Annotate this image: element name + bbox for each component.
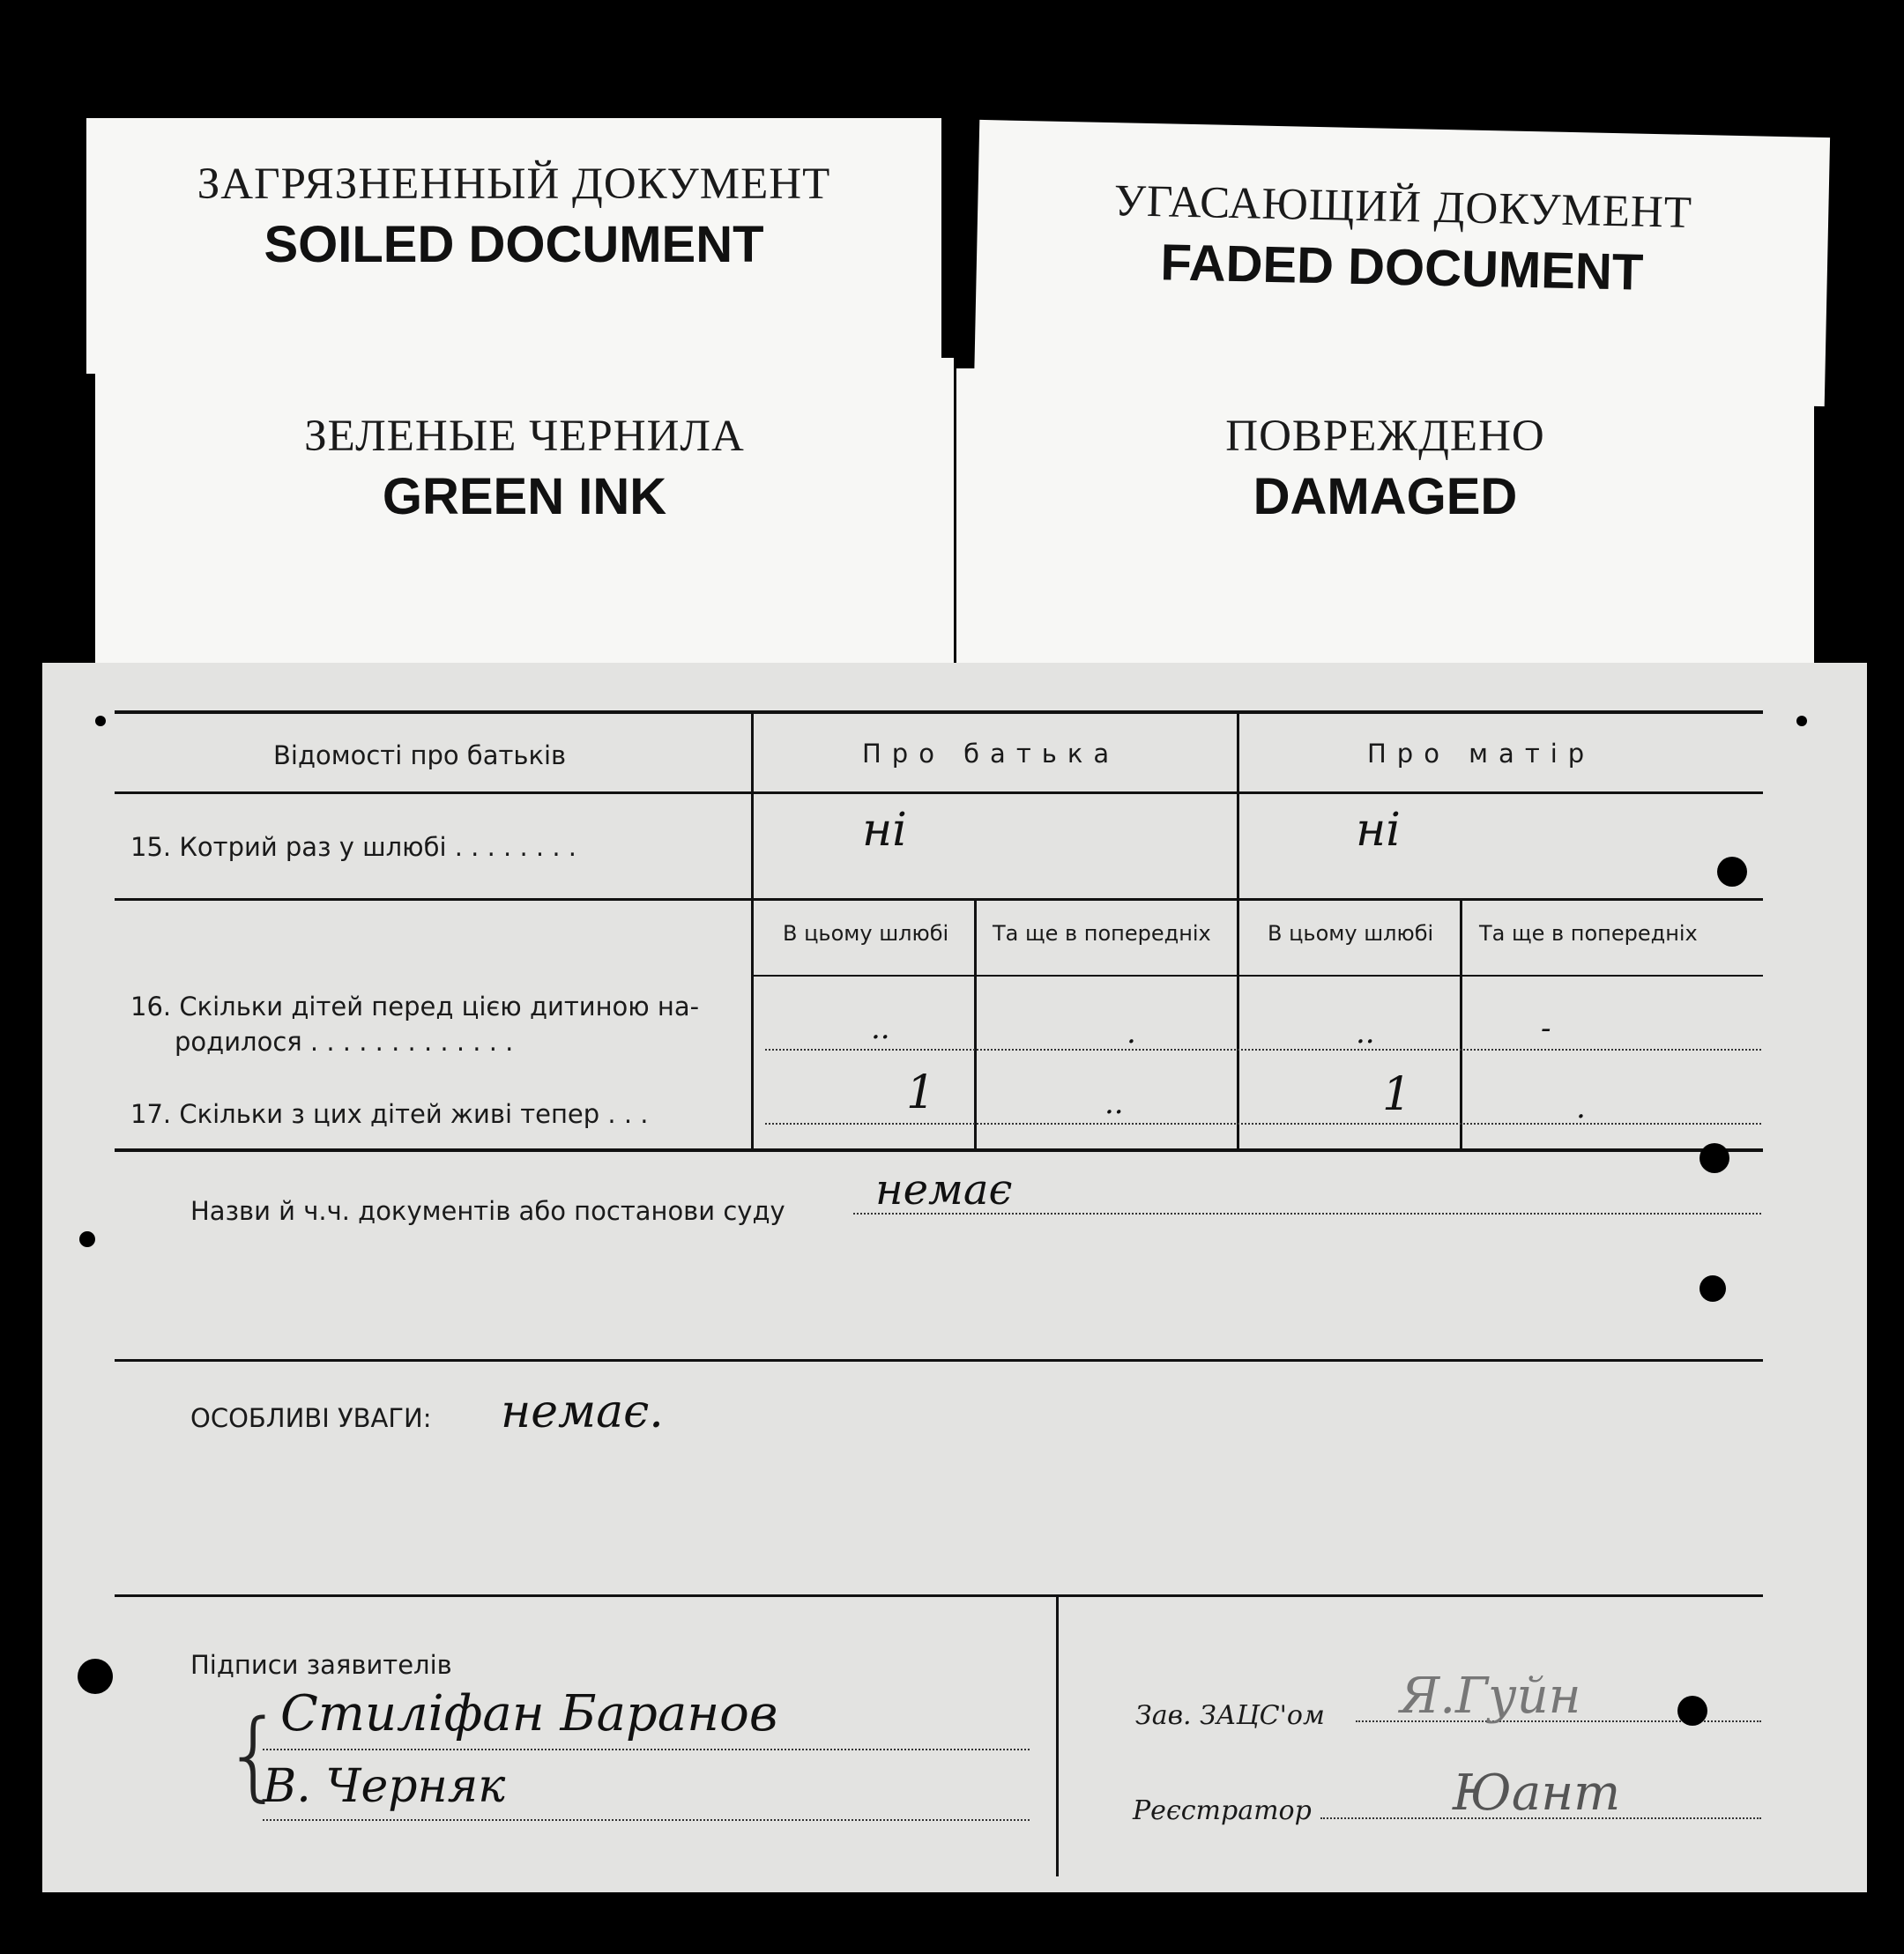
faded-document-label xyxy=(974,120,1830,406)
notes-bottom-rule xyxy=(115,1594,1763,1597)
subheader-rule xyxy=(751,975,1763,977)
signature-divider xyxy=(1056,1594,1059,1876)
row15-mother-value: ні xyxy=(1356,804,1401,857)
applicant-signature-2: В. Черняк xyxy=(263,1760,506,1813)
applicants-brace: { xyxy=(223,1698,285,1811)
applicant-signature-1: Стиліфан Баранов xyxy=(280,1685,778,1742)
documents-bottom-rule xyxy=(115,1359,1763,1362)
registrar-label: Реєстратор xyxy=(1133,1795,1312,1826)
column-divider-mother-sub xyxy=(1460,898,1462,1150)
damaged-label-ru: ПОВРЕЖДЕНО xyxy=(1225,412,1545,461)
punch-hole xyxy=(1796,716,1807,726)
table-top-rule xyxy=(115,710,1763,714)
column-divider-1 xyxy=(751,710,754,1151)
head-signature: Я.Гуйн xyxy=(1400,1668,1581,1725)
table-bottom-rule xyxy=(115,1148,1763,1152)
header-bottom-rule xyxy=(115,791,1763,794)
notes-value: немає. xyxy=(501,1386,664,1438)
row17-mother-prev: . xyxy=(1576,1090,1586,1126)
notes-label: ОСОБЛИВІ УВАГИ: xyxy=(190,1403,432,1433)
header-parents-info: Відомості про батьків xyxy=(273,740,567,770)
punch-hole xyxy=(79,1231,95,1247)
father-previous-header: Та ще в попередніх xyxy=(993,921,1211,946)
mother-previous-header: Та ще в попередніх xyxy=(1479,921,1698,946)
row16-label-line1: 16. Скільки дітей перед цією дитиною на- xyxy=(130,992,700,1022)
damaged-label xyxy=(956,368,1814,672)
punch-hole xyxy=(1699,1275,1726,1302)
row17-label: 17. Скільки з цих дітей живі тепер . . . xyxy=(130,1099,649,1129)
soiled-label-en: SOILED DOCUMENT xyxy=(264,216,764,273)
row16-father-this: .. xyxy=(871,1011,890,1046)
row17-father-this: 1 xyxy=(906,1066,936,1119)
row15-label: 15. Котрий раз у шлюбі . . . . . . . . xyxy=(130,832,576,862)
documents-value: немає xyxy=(875,1165,1013,1215)
punch-hole xyxy=(1699,1143,1729,1173)
applicant-line-1 xyxy=(263,1749,1030,1750)
punch-hole xyxy=(95,716,106,726)
row15-father-value: ні xyxy=(862,804,907,857)
documents-label: Назви й ч.ч. документів або постанови суду xyxy=(190,1196,785,1226)
row15-bottom-rule xyxy=(115,898,1763,901)
row16-father-prev: . xyxy=(1127,1015,1136,1051)
punch-hole xyxy=(1677,1696,1707,1726)
applicant-line-2 xyxy=(263,1819,1030,1821)
applicants-label: Підписи заявителів xyxy=(190,1650,452,1680)
green-ink-label xyxy=(95,358,954,672)
row16-dotted-line xyxy=(765,1049,1761,1051)
punch-hole xyxy=(78,1659,113,1694)
green-label-en: GREEN INK xyxy=(382,468,667,525)
column-divider-2 xyxy=(1237,710,1239,1151)
punch-hole xyxy=(1717,857,1747,887)
row16-label-line2: родилося . . . . . . . . . . . . . xyxy=(175,1027,514,1057)
row17-father-prev: .. xyxy=(1104,1086,1124,1121)
column-divider-father-sub xyxy=(974,898,977,1150)
green-label-ru: ЗЕЛЕНЫЕ ЧЕРНИЛА xyxy=(304,412,745,461)
soiled-document-label xyxy=(86,118,941,374)
row16-mother-this: .. xyxy=(1356,1015,1375,1051)
faded-label-ru: УГАСАЮЩИЙ ДОКУМЕНТ xyxy=(1113,176,1693,238)
head-label: Зав. ЗАЦС'ом xyxy=(1135,1700,1325,1731)
registrar-signature: Юант xyxy=(1453,1765,1621,1822)
row16-mother-prev: - xyxy=(1541,1011,1551,1046)
father-this-marriage-header: В цьому шлюбі xyxy=(783,921,949,946)
damaged-label-en: DAMAGED xyxy=(1253,468,1518,525)
mother-this-marriage-header: В цьому шлюбі xyxy=(1268,921,1434,946)
header-about-mother: Про матір xyxy=(1367,739,1595,769)
header-about-father: Про батька xyxy=(862,739,1120,769)
soiled-label-ru: ЗАГРЯЗНЕННЫЙ ДОКУМЕНТ xyxy=(197,160,831,209)
faded-label-en: FADED DOCUMENT xyxy=(1159,234,1644,301)
row17-dotted-line xyxy=(765,1123,1761,1125)
registry-form-sheet xyxy=(42,663,1867,1892)
row17-mother-this: 1 xyxy=(1382,1068,1412,1121)
